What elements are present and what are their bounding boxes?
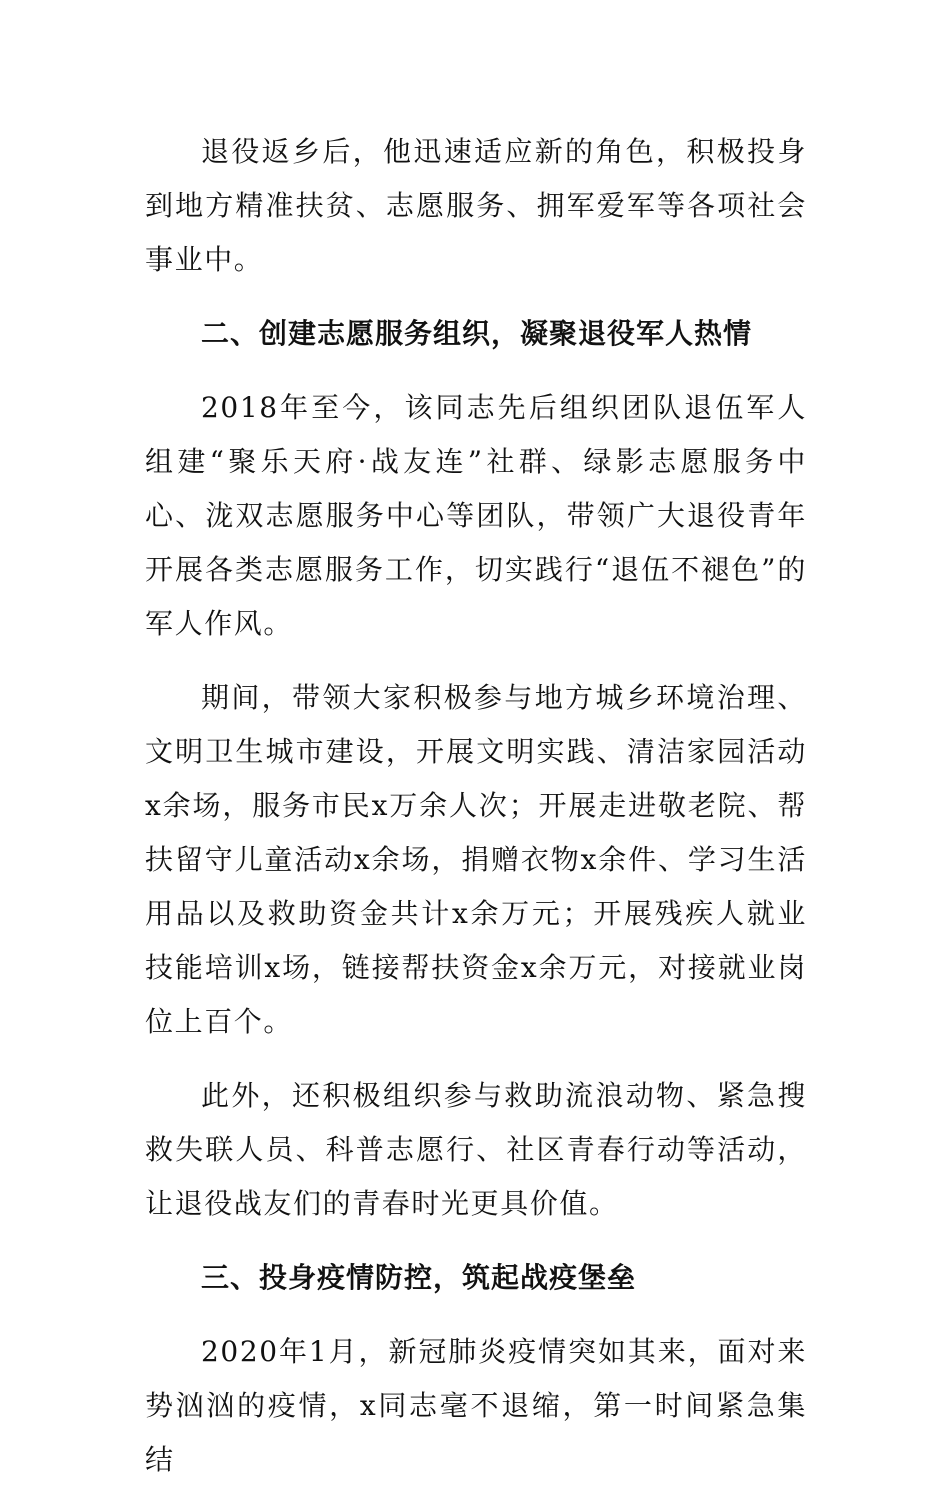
document-page [145, 125, 807, 1487]
section-heading-volunteer-org: 二、创建志愿服务组织，凝聚退役军人热情 [201, 317, 753, 350]
paragraph-team-founding: 2018年至今，该同志先后组织团队退伍军人组建“聚乐天府·战友连”社群、绿影志愿服务中心、泷双志愿服务中心等团队，带领广大退役青年开展各类志愿服务工作，切实践行“退伍不褪色”的军人作风。 [145, 391, 807, 640]
paragraph-epidemic-response: 2020年1月，新冠肺炎疫情突如其来，面对来势汹汹的疫情，x同志毫不退缩，第一时间紧急集结 [145, 1335, 807, 1476]
paragraph-other-activities: 此外，还积极组织参与救助流浪动物、紧急搜救失联人员、科普志愿行、社区青春行动等活动，让退役战友们的青春时光更具价值。 [145, 1079, 807, 1220]
section-heading-epidemic: 三、投身疫情防控，筑起战疫堡垒 [201, 1261, 637, 1294]
paragraph-return-home: 退役返乡后，他迅速适应新的角色，积极投身到地方精准扶贫、志愿服务、拥军爱军等各项社会事业中。 [145, 135, 807, 276]
paragraph-activities: 期间，带领大家积极参与地方城乡环境治理、文明卫生城市建设，开展文明实践、清洁家园活动x余场，服务市民x万余人次；开展走进敬老院、帮扶留守儿童活动x余场，捐赠衣物x余件、学习生活用品以及救助资金共计x余万元；开展残疾人就业技能培训x场，链接帮扶资金x余万元，对接就业岗位上百个。 [145, 681, 807, 1038]
